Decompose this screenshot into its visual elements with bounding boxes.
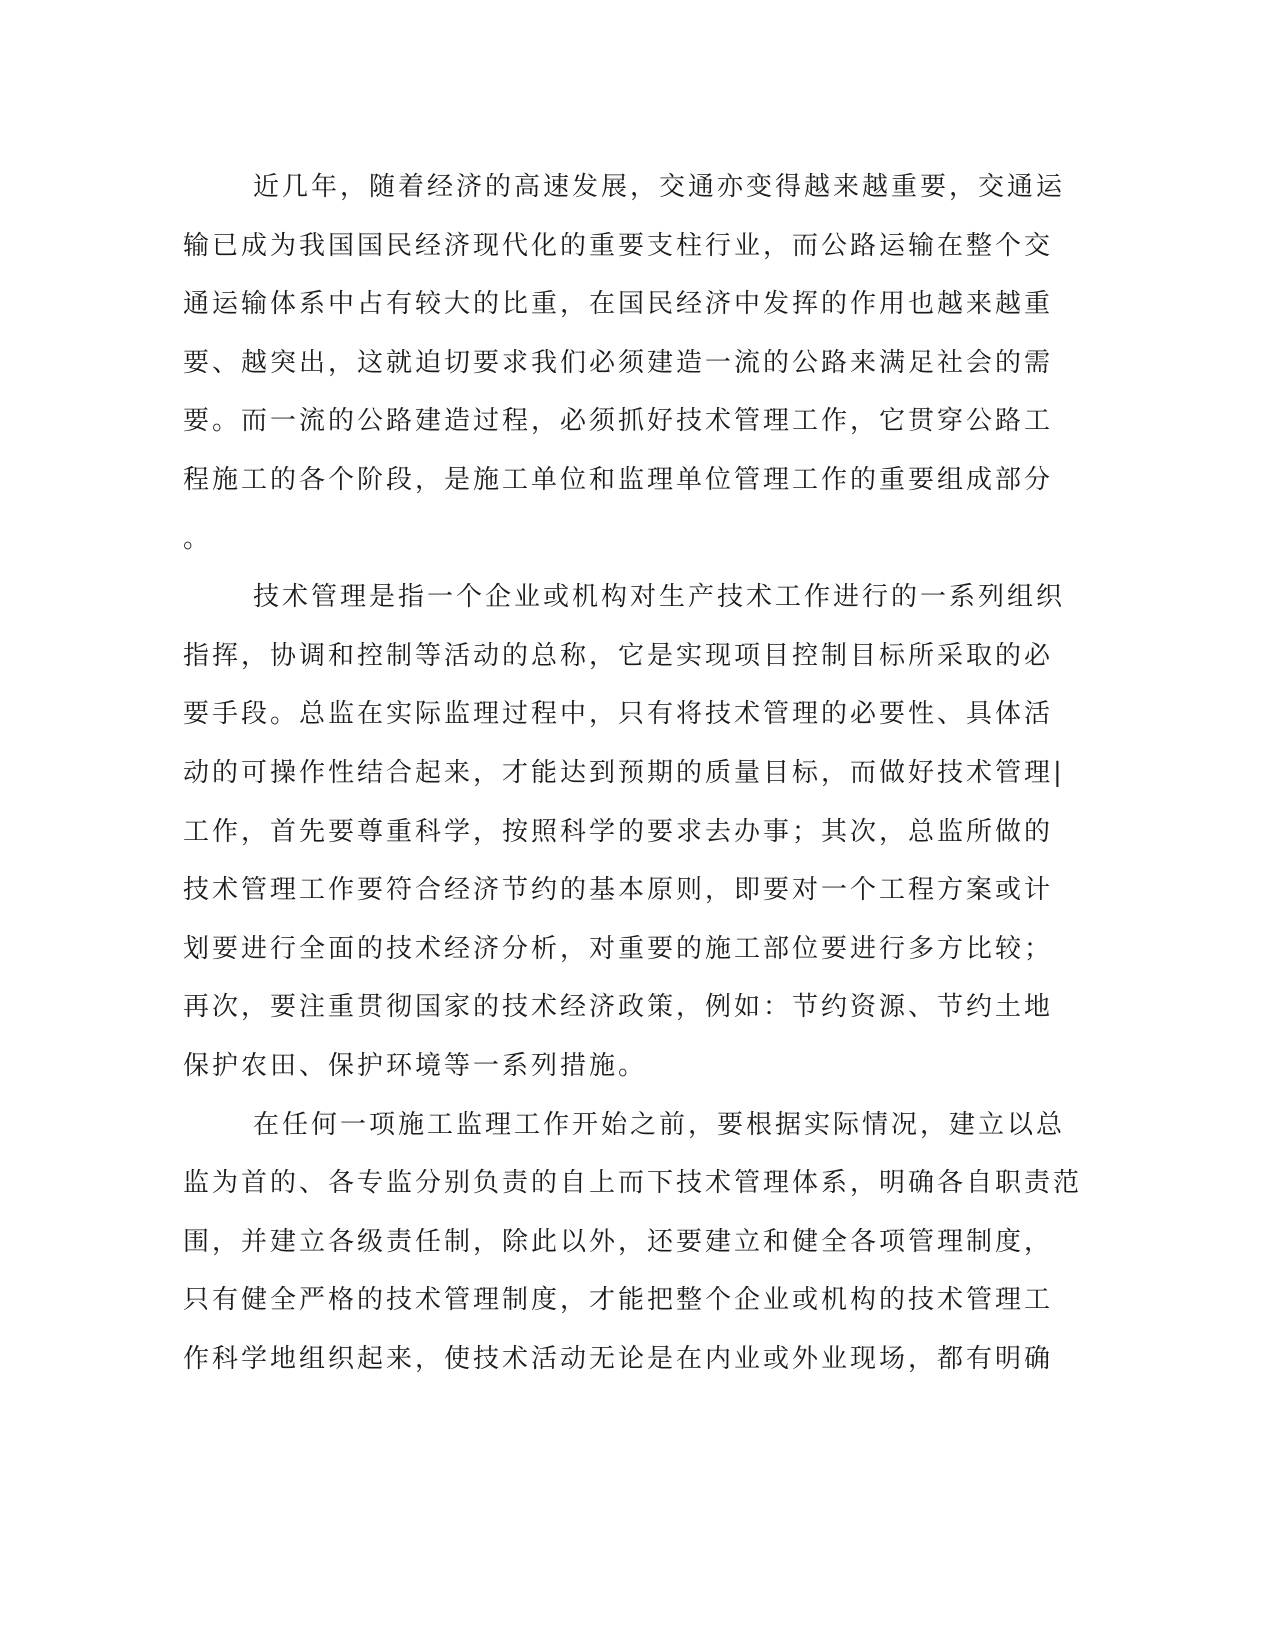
paragraph-line: 保护农田、保护环境等一系列措施。 <box>183 1050 648 1081</box>
paragraph-line: 围，并建立各级责任制，除此以外，还要建立和健全各项管理制度， <box>183 1226 1054 1257</box>
paragraph-line: 动的可操作性结合起来，才能达到预期的质量目标，而做好技术管理| <box>183 757 1065 788</box>
paragraph-line: 输已成为我国国民经济现代化的重要支柱行业，而公路运输在整个交 <box>183 230 1054 261</box>
paragraph-line: 通运输体系中占有较大的比重，在国民经济中发挥的作用也越来越重 <box>183 289 1054 320</box>
paragraph-line: 划要进行全面的技术经济分析，对重要的施工部位要进行多方比较； <box>183 933 1054 964</box>
paragraph-line: 要。而一流的公路建造过程，必须抓好技术管理工作，它贯穿公路工 <box>183 406 1054 437</box>
paragraph-line: 在任何一项施工监理工作开始之前，要根据实际情况，建立以总 <box>253 1109 1066 1140</box>
paragraph-line: 再次，要注重贯彻国家的技术经济政策，例如：节约资源、节约土地 <box>183 992 1054 1023</box>
paragraph-3 <box>183 1096 1083 1389</box>
paragraph-line: 。 <box>183 523 213 554</box>
paragraph-1 <box>183 158 1066 568</box>
paragraph-line: 作科学地组织起来，使技术活动无论是在内业或外业现场，都有明确 <box>183 1343 1054 1374</box>
paragraph-line: 要、越突出，这就迫切要求我们必须建造一流的公路来满足社会的需 <box>183 347 1054 378</box>
paragraph-line: 近几年，随着经济的高速发展，交通亦变得越来越重要，交通运 <box>253 172 1066 202</box>
paragraph-line: 指挥，协调和控制等活动的总称，它是实现项目控制目标所采取的必 <box>183 640 1054 671</box>
paragraph-line: 要手段。总监在实际监理过程中，只有将技术管理的必要性、具体活 <box>183 699 1054 730</box>
paragraph-line: 程施工的各个阶段，是施工单位和监理单位管理工作的重要组成部分 <box>183 464 1054 495</box>
paragraph-line: 工作，首先要尊重科学，按照科学的要求去办事；其次，总监所做的 <box>183 816 1054 847</box>
paragraph-line: 技术管理工作要符合经济节约的基本原则，即要对一个工程方案或计 <box>183 875 1054 906</box>
paragraph-2 <box>183 568 1066 1095</box>
paragraph-line: 技术管理是指一个企业或机构对生产技术工作进行的一系列组织 <box>253 582 1066 613</box>
paragraph-line: 监为首的、各专监分别负责的自上而下技术管理体系，明确各自职责范 <box>183 1168 1083 1199</box>
document-body <box>183 158 1083 1388</box>
paragraph-line: 只有健全严格的技术管理制度，才能把整个企业或机构的技术管理工 <box>183 1285 1054 1316</box>
